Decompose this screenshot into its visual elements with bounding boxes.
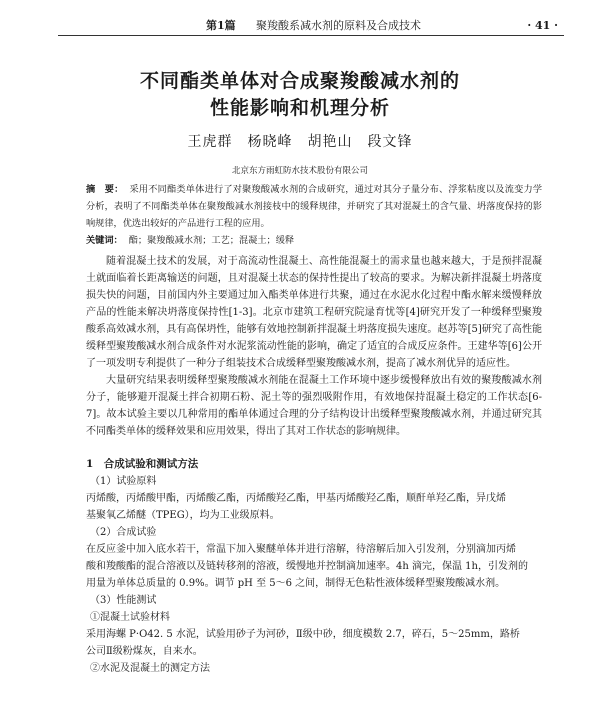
paper-title-line-1: 不同酯类单体对合成聚羧酸减水剂的 <box>139 70 460 92</box>
subsection-synthesis: （2）合成试验 <box>90 527 157 538</box>
section-heading-1: 1 合成试验和测试方法 <box>86 458 199 470</box>
keywords-label: 关键词： <box>86 235 123 246</box>
subsection-performance-test: （3）性能测试 <box>90 595 157 606</box>
concrete-materials-line-2: 公司Ⅱ级粉煤灰，自来水。 <box>86 646 203 657</box>
authors: 王虎群 杨晓峰 胡艳山 段文锋 <box>187 134 413 150</box>
synthesis-line-1: 在反应釜中加入底水若干，常温下加入聚醚单体并进行溶解，待溶解后加入引发剂，分别滴加丙烯 <box>86 544 516 555</box>
intro-paragraph-2: 大量研究结果表明缓释型聚羧酸减水剂能在混凝土工作环境中逐步缓慢释放出有效的聚羧酸减水剂分子，能够避开混凝土拌合初期石粉、泥土等的强烈吸附作用，有效地保持混凝土稳定的工作状态[6-7]。故本试验主要以几种常用的酯单体通过合理的分子结构设计出缓释型聚羧酸减水剂，并通过研究其不同酯类单体的缓释效果和应用效果，得出了其对工作状态的影响规律。 <box>86 375 542 437</box>
abstract <box>86 181 542 232</box>
concrete-materials-heading: ①混凝土试验材料 <box>90 612 170 623</box>
raw-materials-line-2: 基聚氧乙烯醚（TPEG），均为工业级原料。 <box>86 510 280 521</box>
test-methods-heading: ②水泥及混凝土的测定方法 <box>90 663 210 674</box>
affiliation: 北京东方雨虹防水技术股份有限公司 <box>231 166 368 176</box>
keywords-text: 酯；聚羧酸减水剂；工艺；混凝土；缓释 <box>128 235 295 246</box>
abstract-text: 采用不同酯类单体进行了对聚羧酸减水剂的合成研究，通过对其分子量分布、浮浆粘度以及流变力学分析，表明了不同酯类单体在聚羧酸减水剂接枝中的缓释规律，并研究了其对混凝土的含气量、坍落度保持的影响规律，优选出较好的产品进行工程的应用。 <box>86 184 543 229</box>
keywords <box>86 232 542 249</box>
subsection-raw-materials: （1）试验原料 <box>90 476 157 487</box>
synthesis-line-3: 用量为单体总质量的 0.9%。调节 pH 至 5～6 之间，制得无色粘性液体缓释型聚羧酸减水剂。 <box>86 578 506 589</box>
abstract-label: 摘 要： <box>86 184 124 195</box>
raw-materials-line-1: 丙烯酸，丙烯酸甲酯，丙烯酸乙酯，丙烯酸羟乙酯，甲基丙烯酸羟乙酯，顺酐单羟乙酯，异戊烯 <box>86 493 506 504</box>
running-head <box>58 16 564 36</box>
running-head-title: 聚羧酸系减水剂的原料及合成技术 <box>256 19 421 32</box>
header-rule <box>58 35 564 36</box>
intro-paragraph-1: 随着混凝土技术的发展，对于高流动性混凝土、高性能混凝土的需求量也越来越大，于是预拌混凝土就面临着长距离输送的问题，且对混凝土状态的保持性提出了较高的要求。为解决新拌混凝土坍落度损失快的问题，目前国内外主要通过加入酯类单体进行共聚，通过在水泥水化过程中酯水解来缓慢释放产品的性能来解决坍落度保持性[1-3]。北京市建筑工程研究院逯育忧等[4]研究开发了一种缓释型聚羧酸系高效减水剂，具有高保坍性，能够有效地控制新拌混凝土坍落度损失速度。赵苏等[5]研究了高性能缓释型聚羧酸减水剂合成条件对水泥浆流动性能的影响，确定了适宜的合成反应条件。王建华等[6]公开了一项发明专利提供了一种分子组装技术合成缓释型聚羧酸减水剂，提高了减水剂优异的适应性。 <box>86 256 542 369</box>
running-head-chapter: 第1篇 <box>206 19 236 32</box>
page-number: · 41 · <box>527 19 558 32</box>
paper-title-line-2: 性能影响和机理分析 <box>209 97 390 119</box>
concrete-materials-line-1: 采用海螺 P·O42. 5 水泥，试验用砂子为河砂，Ⅱ级中砂，细度模数 2.7，碎石，5～25mm，路桥 <box>86 629 520 640</box>
synthesis-line-2: 酸和羧酸酯的混合溶液以及链转移剂的溶液，缓慢地并控制滴加速率。4h 滴完，保温 1h，引发剂的 <box>86 561 528 572</box>
